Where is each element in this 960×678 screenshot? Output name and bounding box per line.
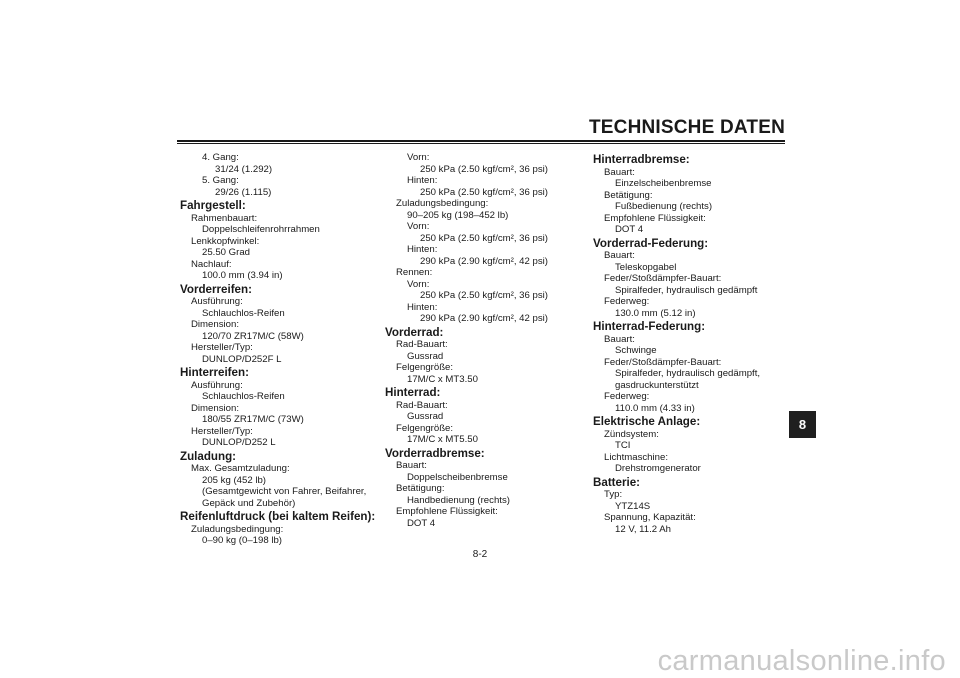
spec-label: Empfohlene Flüssigkeit: [396,506,498,517]
spec-value: Fußbedienung (rechts) [615,201,713,212]
spec-value: 100.0 mm (3.94 in) [202,270,283,281]
spec-value: 250 kPa (2.50 kgf/cm², 36 psi) [420,232,548,244]
section-heading: Batterie: [593,475,641,489]
spec-value: 17M/C x MT3.50 [407,373,478,385]
spec-value: (Gesamtgewicht von Fahrer, Beifahrer, [202,486,367,497]
title-rule-thin [177,143,785,144]
spec-value: 12 V, 11.2 Ah [615,523,672,535]
spec-value: 250 kPa (2.50 kgf/cm², 36 psi) [420,290,548,301]
section-heading: Vorderrad: [385,325,444,339]
spec-value: 130.0 mm (5.12 in) [615,307,696,319]
spec-value: Vorn: [407,221,430,232]
section-heading: Hinterreifen: [180,366,249,379]
spec-label: Dimension: [191,319,239,330]
spec-value: 120/70 ZR17M/C (58W) [202,330,304,342]
section-heading: Vorderradbremse: [385,446,485,460]
spec-value: YTZ14S [615,500,651,512]
spec-value: Gussrad [407,350,444,362]
spec-value: 5. Gang: [202,175,239,186]
page-title: TECHNISCHE DATEN [588,117,785,138]
spec-value: Gepäck und Zubehör) [202,497,296,509]
spec-label: Spannung, Kapazität: [604,512,696,523]
watermark: carmanualsonline.info [657,645,946,677]
spec-value: 90–205 kg (198–452 lb) [407,209,509,221]
spec-value: 4. Gang: [202,152,239,163]
spec-value: 290 kPa (2.90 kgf/cm², 42 psi) [420,313,548,324]
spec-label: Lichtmaschine: [604,451,668,463]
spec-value: 250 kPa (2.50 kgf/cm², 36 psi) [420,163,548,175]
spec-label: Typ: [604,489,623,500]
spec-value: TCI [615,440,631,451]
spec-value: Handbedienung (rechts) [407,494,510,506]
spec-value: Gussrad [407,411,444,422]
spec-value: Spiralfeder, hydraulisch gedämpft, [615,368,761,379]
spec-value: 290 kPa (2.90 kgf/cm², 42 psi) [420,255,548,267]
spec-label: Betätigung: [604,189,653,201]
spec-value: Spiralfeder, hydraulisch gedämpft [615,284,758,296]
section-heading: Vorderreifen: [180,282,252,296]
spec-label: Ausführung: [191,379,243,391]
spec-value: Vorn: [407,152,430,163]
spec-label: Zuladungsbedingung: [191,523,284,535]
spec-label: Feder/Stoßdämpfer-Bauart: [604,273,722,284]
page-number: 8-2 [472,549,488,560]
spec-label: Rennen: [396,267,433,278]
spec-label: Rad-Bauart: [396,339,448,350]
spec-value: 31/24 (1.292) [215,163,273,175]
spec-value: Einzelscheibenbremse [615,178,712,189]
spec-column-2 [385,152,585,529]
chapter-tab: 8 [789,411,816,438]
spec-label: Ausführung: [191,296,243,307]
spec-value: 110.0 mm (4.33 in) [615,402,695,414]
spec-value: 0–90 kg (0–198 lb) [202,535,283,546]
spec-value: Hinten: [407,175,438,186]
spec-value: 205 kg (452 lb) [202,474,266,486]
spec-label: Bauart: [396,460,427,471]
spec-label: Nachlauf: [191,258,232,270]
spec-label: Max. Gesamtzuladung: [191,463,290,474]
section-heading: Hinterradbremse: [593,153,690,166]
spec-label: Bauart: [604,166,635,178]
spec-value: 250 kPa (2.50 kgf/cm², 36 psi) [420,186,548,198]
spec-column-1 [180,152,380,547]
section-heading: Reifenluftdruck (bei kaltem Reifen): [180,510,376,523]
spec-value: Doppelscheibenbremse [407,471,508,483]
spec-label: Zuladungsbedingung: [396,198,489,209]
spec-value: Doppelschleifenrohrrahmen [202,224,320,235]
spec-value: Vorn: [407,278,430,290]
spec-value: Hinten: [407,244,438,255]
spec-label: Bauart: [604,333,635,345]
section-heading: Hinterrad-Federung: [593,320,706,333]
section-heading: Hinterrad: [385,386,441,399]
spec-value: DUNLOP/D252 L [202,437,276,448]
section-heading: Zuladung: [180,449,237,463]
spec-label: Hersteller/Typ: [191,425,253,437]
spec-value: Teleskopgabel [615,261,677,273]
spec-value: Hinten: [407,301,438,313]
spec-label: Rad-Bauart: [396,399,448,411]
spec-label: Lenkkopfwinkel: [191,235,260,247]
spec-label: Zündsystem: [604,428,659,440]
spec-value: DOT 4 [615,224,644,235]
spec-value: Schlauchlos-Reifen [202,307,285,319]
spec-value: Schwinge [615,345,657,356]
spec-label: Federweg: [604,296,650,307]
spec-label: Bauart: [604,250,635,261]
spec-label: Empfohlene Flüssigkeit: [604,212,706,224]
spec-value: DOT 4 [407,517,436,529]
spec-value: gasdruckunterstützt [615,379,699,391]
spec-value: 29/26 (1.115) [215,186,272,198]
section-heading: Vorderrad-Federung: [593,236,709,250]
spec-label: Rahmenbauart: [191,212,258,224]
spec-value: Drehstromgenerator [615,463,701,474]
spec-label: Dimension: [191,402,239,414]
spec-label: Federweg: [604,391,650,402]
spec-label: Felgengröße: [396,362,454,373]
spec-value: 25.50 Grad [202,247,251,258]
spec-label: Feder/Stoßdämpfer-Bauart: [604,356,722,368]
section-heading: Fahrgestell: [180,199,246,212]
spec-label: Felgengröße: [396,422,454,434]
section-heading: Elektrische Anlage: [593,415,701,428]
spec-value: Schlauchlos-Reifen [202,391,285,402]
spec-label: Betätigung: [396,483,445,494]
spec-value: DUNLOP/D252F L [202,353,282,365]
spec-value: 17M/C x MT5.50 [407,434,478,445]
spec-column-3 [593,152,793,535]
spec-value: 180/55 ZR17M/C (73W) [202,414,304,425]
title-rule [177,140,785,142]
spec-label: Hersteller/Typ: [191,342,253,353]
